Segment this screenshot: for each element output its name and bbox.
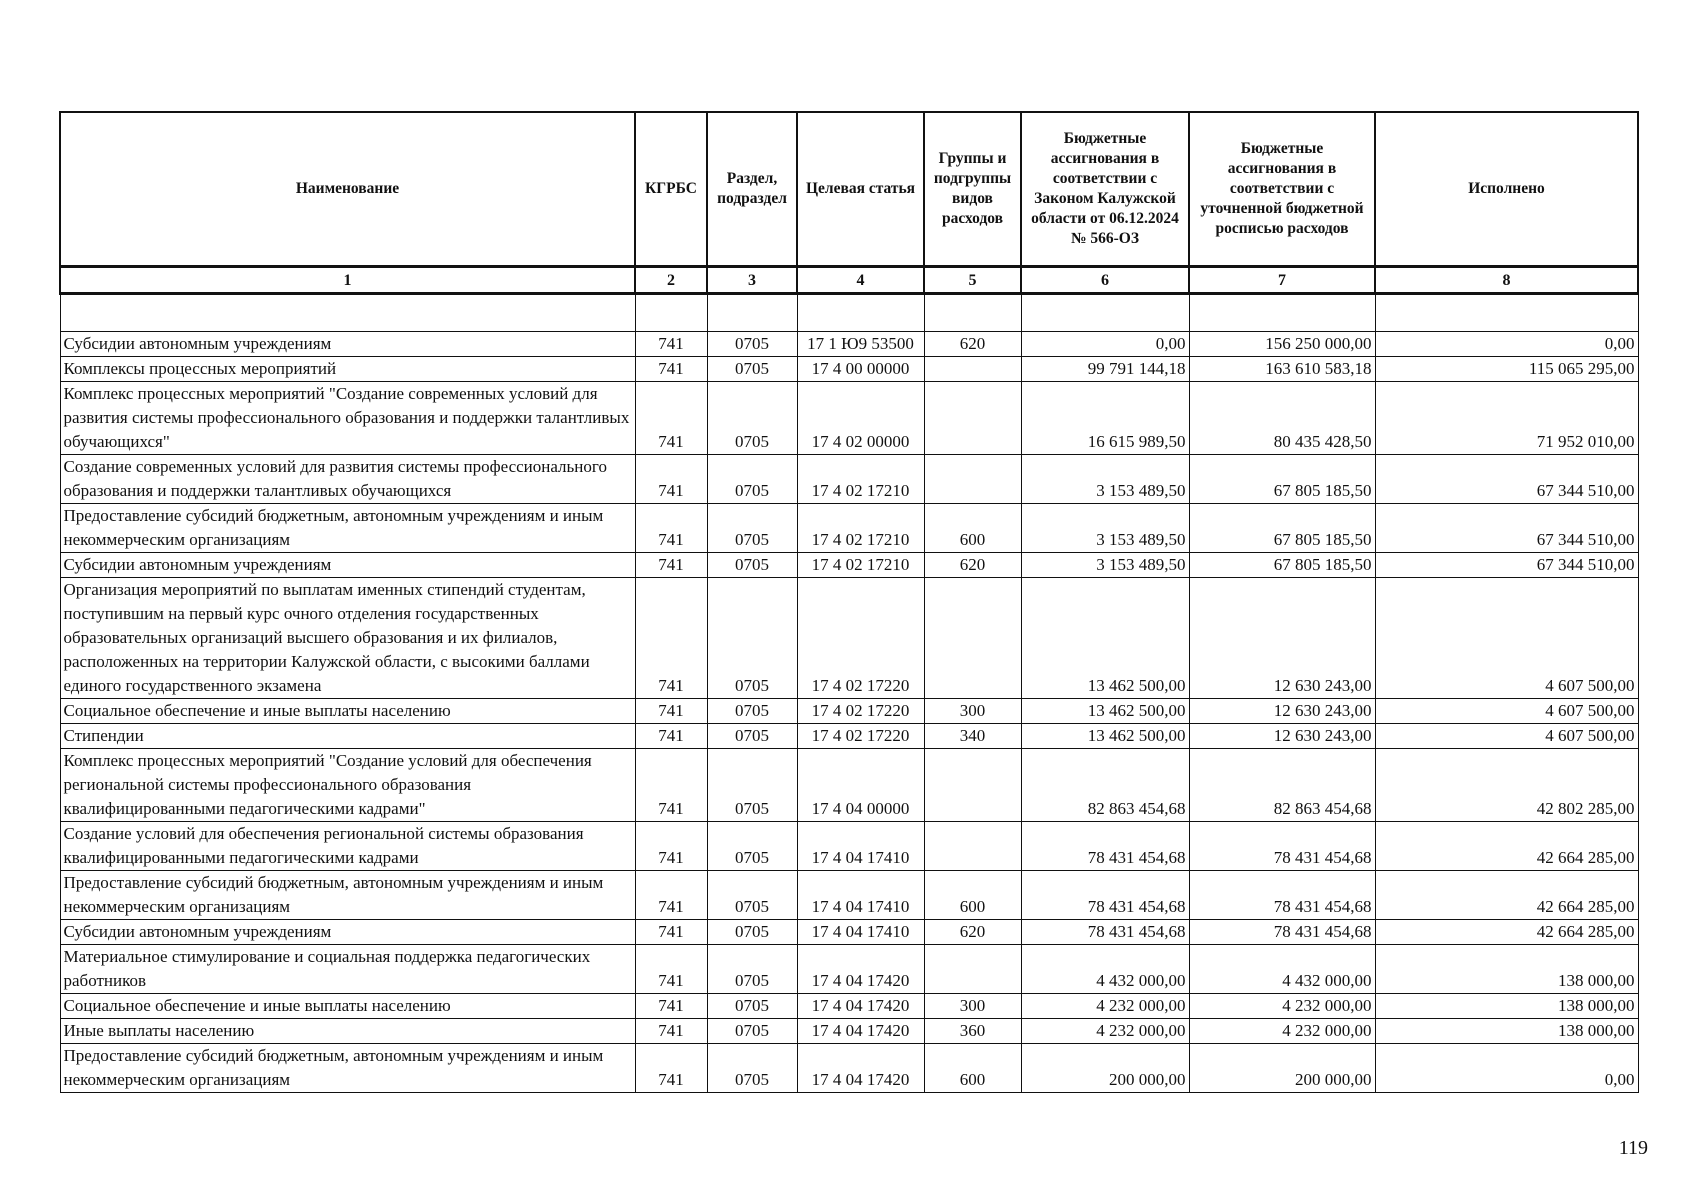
row-law-amount: 3 153 489,50 [1021,553,1189,578]
row-roster-amount: 67 805 185,50 [1189,504,1375,553]
row-kgrbs: 741 [635,994,707,1019]
row-razdel: 0705 [707,871,797,920]
row-kgrbs: 741 [635,455,707,504]
row-executed-amount: 67 344 510,00 [1375,504,1638,553]
row-kgrbs: 741 [635,920,707,945]
table-row [60,553,1638,578]
row-kgrbs: 741 [635,822,707,871]
table-row [60,504,1638,553]
row-razdel: 0705 [707,578,797,699]
row-razdel: 0705 [707,1019,797,1044]
column-number: 6 [1021,267,1189,294]
row-expense-group [924,382,1021,455]
row-expense-group: 360 [924,1019,1021,1044]
row-kgrbs: 741 [635,724,707,749]
row-target-article: 17 4 02 17220 [797,578,924,699]
row-executed-amount: 67 344 510,00 [1375,455,1638,504]
row-executed-amount: 0,00 [1375,1044,1638,1093]
row-razdel: 0705 [707,920,797,945]
row-target-article: 17 4 02 17210 [797,455,924,504]
row-kgrbs: 741 [635,382,707,455]
row-roster-amount: 80 435 428,50 [1189,382,1375,455]
spacer-row [60,294,1638,332]
row-law-amount: 82 863 454,68 [1021,749,1189,822]
row-roster-amount: 156 250 000,00 [1189,332,1375,357]
row-name: Стипендии [60,724,635,749]
row-razdel: 0705 [707,749,797,822]
row-roster-amount: 12 630 243,00 [1189,699,1375,724]
row-roster-amount: 82 863 454,68 [1189,749,1375,822]
row-razdel: 0705 [707,1044,797,1093]
header-kgrbs: КГРБС [635,112,707,267]
row-razdel: 0705 [707,332,797,357]
row-target-article: 17 4 02 17220 [797,724,924,749]
row-kgrbs: 741 [635,945,707,994]
table-row [60,382,1638,455]
row-kgrbs: 741 [635,699,707,724]
row-law-amount: 78 431 454,68 [1021,871,1189,920]
row-name: Социальное обеспечение и иные выплаты населению [60,699,635,724]
row-name: Предоставление субсидий бюджетным, автономным учреждениям и иным некоммерческим организациям [60,871,635,920]
table-row [60,578,1638,699]
row-target-article: 17 4 00 00000 [797,357,924,382]
row-razdel: 0705 [707,724,797,749]
table-row [60,455,1638,504]
table-header-row [60,112,1638,267]
row-executed-amount: 115 065 295,00 [1375,357,1638,382]
header-law-allocations: Бюджетные ассигнования в соответствии с Законом Калужской области от 06.12.2024 № 566-ОЗ [1021,112,1189,267]
row-expense-group: 340 [924,724,1021,749]
row-expense-group: 600 [924,1044,1021,1093]
row-expense-group [924,357,1021,382]
row-law-amount: 13 462 500,00 [1021,699,1189,724]
row-target-article: 17 4 04 17410 [797,871,924,920]
row-name: Комплекс процессных мероприятий "Создание условий для обеспечения региональной системы профессионального образования квалифицированными педагогическими кадрами" [60,749,635,822]
table-row [60,871,1638,920]
column-number: 5 [924,267,1021,294]
row-law-amount: 4 432 000,00 [1021,945,1189,994]
row-name: Комплекс процессных мероприятий "Создание современных условий для развития системы профессионального образования и поддержки талантливых обучающихся" [60,382,635,455]
row-name: Создание условий для обеспечения региональной системы образования квалифицированными педагогическими кадрами [60,822,635,871]
row-target-article: 17 4 04 17420 [797,994,924,1019]
row-razdel: 0705 [707,553,797,578]
row-kgrbs: 741 [635,553,707,578]
row-target-article: 17 4 04 17420 [797,1044,924,1093]
row-law-amount: 4 232 000,00 [1021,1019,1189,1044]
row-roster-amount: 4 432 000,00 [1189,945,1375,994]
row-target-article: 17 4 02 00000 [797,382,924,455]
row-roster-amount: 78 431 454,68 [1189,920,1375,945]
table-row [60,994,1638,1019]
row-name: Субсидии автономным учреждениям [60,920,635,945]
row-name: Предоставление субсидий бюджетным, автономным учреждениям и иным некоммерческим организациям [60,1044,635,1093]
row-law-amount: 13 462 500,00 [1021,578,1189,699]
row-name: Организация мероприятий по выплатам именных стипендий студентам, поступившим на первый курс очного отделения государственных образовательных организаций высшего образования и их филиалов, расположенных на территории Калужской области, с высокими баллами единого государственного экзамена [60,578,635,699]
row-expense-group [924,822,1021,871]
column-number: 7 [1189,267,1375,294]
column-number: 4 [797,267,924,294]
row-kgrbs: 741 [635,332,707,357]
header-expense-groups: Группы и подгруппы видов расходов [924,112,1021,267]
row-razdel: 0705 [707,699,797,724]
row-executed-amount: 42 664 285,00 [1375,871,1638,920]
row-razdel: 0705 [707,945,797,994]
row-target-article: 17 4 04 17420 [797,945,924,994]
header-name: Наименование [60,112,635,267]
row-kgrbs: 741 [635,749,707,822]
row-target-article: 17 4 02 17220 [797,699,924,724]
row-roster-amount: 4 232 000,00 [1189,994,1375,1019]
row-expense-group: 600 [924,504,1021,553]
row-executed-amount: 4 607 500,00 [1375,578,1638,699]
row-expense-group: 620 [924,553,1021,578]
row-name: Субсидии автономным учреждениям [60,553,635,578]
row-law-amount: 78 431 454,68 [1021,920,1189,945]
row-name: Материальное стимулирование и социальная поддержка педагогических работников [60,945,635,994]
row-name: Субсидии автономным учреждениям [60,332,635,357]
row-law-amount: 13 462 500,00 [1021,724,1189,749]
row-target-article: 17 4 04 17420 [797,1019,924,1044]
row-law-amount: 4 232 000,00 [1021,994,1189,1019]
row-name: Иные выплаты населению [60,1019,635,1044]
row-target-article: 17 4 04 00000 [797,749,924,822]
row-kgrbs: 741 [635,504,707,553]
row-kgrbs: 741 [635,1044,707,1093]
row-name: Предоставление субсидий бюджетным, автономным учреждениям и иным некоммерческим организациям [60,504,635,553]
row-kgrbs: 741 [635,578,707,699]
row-razdel: 0705 [707,382,797,455]
row-kgrbs: 741 [635,1019,707,1044]
row-roster-amount: 67 805 185,50 [1189,553,1375,578]
row-executed-amount: 138 000,00 [1375,945,1638,994]
row-executed-amount: 138 000,00 [1375,994,1638,1019]
table-row [60,1019,1638,1044]
row-executed-amount: 42 664 285,00 [1375,920,1638,945]
row-target-article: 17 4 02 17210 [797,504,924,553]
row-expense-group: 620 [924,920,1021,945]
row-law-amount: 3 153 489,50 [1021,455,1189,504]
row-kgrbs: 741 [635,871,707,920]
row-law-amount: 99 791 144,18 [1021,357,1189,382]
column-number-row [60,267,1638,294]
table-row [60,749,1638,822]
row-roster-amount: 163 610 583,18 [1189,357,1375,382]
row-roster-amount: 67 805 185,50 [1189,455,1375,504]
row-law-amount: 78 431 454,68 [1021,822,1189,871]
row-executed-amount: 42 664 285,00 [1375,822,1638,871]
budget-table [59,111,1639,1093]
header-roster-allocations: Бюджетные ассигнования в соответствии с уточненной бюджетной росписью расходов [1189,112,1375,267]
table-row [60,357,1638,382]
row-roster-amount: 12 630 243,00 [1189,724,1375,749]
row-expense-group [924,455,1021,504]
row-name: Комплексы процессных мероприятий [60,357,635,382]
row-razdel: 0705 [707,455,797,504]
row-roster-amount: 4 232 000,00 [1189,1019,1375,1044]
table-row [60,724,1638,749]
row-executed-amount: 138 000,00 [1375,1019,1638,1044]
row-razdel: 0705 [707,822,797,871]
column-number: 8 [1375,267,1638,294]
row-roster-amount: 78 431 454,68 [1189,822,1375,871]
row-target-article: 17 4 02 17210 [797,553,924,578]
row-expense-group: 600 [924,871,1021,920]
row-law-amount: 0,00 [1021,332,1189,357]
row-roster-amount: 78 431 454,68 [1189,871,1375,920]
column-number: 2 [635,267,707,294]
table-row [60,945,1638,994]
table-row [60,699,1638,724]
table-row [60,822,1638,871]
row-expense-group [924,749,1021,822]
row-executed-amount: 4 607 500,00 [1375,699,1638,724]
row-executed-amount: 42 802 285,00 [1375,749,1638,822]
row-name: Социальное обеспечение и иные выплаты населению [60,994,635,1019]
row-law-amount: 3 153 489,50 [1021,504,1189,553]
row-target-article: 17 4 04 17410 [797,920,924,945]
row-executed-amount: 0,00 [1375,332,1638,357]
header-executed: Исполнено [1375,112,1638,267]
row-executed-amount: 71 952 010,00 [1375,382,1638,455]
row-expense-group [924,578,1021,699]
row-law-amount: 16 615 989,50 [1021,382,1189,455]
row-roster-amount: 12 630 243,00 [1189,578,1375,699]
header-target-article: Целевая статья [797,112,924,267]
row-kgrbs: 741 [635,357,707,382]
row-expense-group: 300 [924,994,1021,1019]
row-expense-group: 300 [924,699,1021,724]
row-name: Создание современных условий для развития системы профессионального образования и поддержки талантливых обучающихся [60,455,635,504]
row-razdel: 0705 [707,357,797,382]
column-number: 3 [707,267,797,294]
table-row [60,332,1638,357]
table-row [60,1044,1638,1093]
row-expense-group: 620 [924,332,1021,357]
row-executed-amount: 67 344 510,00 [1375,553,1638,578]
header-razdel: Раздел, подраздел [707,112,797,267]
page-number: 119 [1618,1137,1648,1159]
row-executed-amount: 4 607 500,00 [1375,724,1638,749]
table-row [60,920,1638,945]
row-target-article: 17 4 04 17410 [797,822,924,871]
column-number: 1 [60,267,635,294]
row-law-amount: 200 000,00 [1021,1044,1189,1093]
row-roster-amount: 200 000,00 [1189,1044,1375,1093]
row-target-article: 17 1 Ю9 53500 [797,332,924,357]
row-expense-group [924,945,1021,994]
row-razdel: 0705 [707,994,797,1019]
row-razdel: 0705 [707,504,797,553]
